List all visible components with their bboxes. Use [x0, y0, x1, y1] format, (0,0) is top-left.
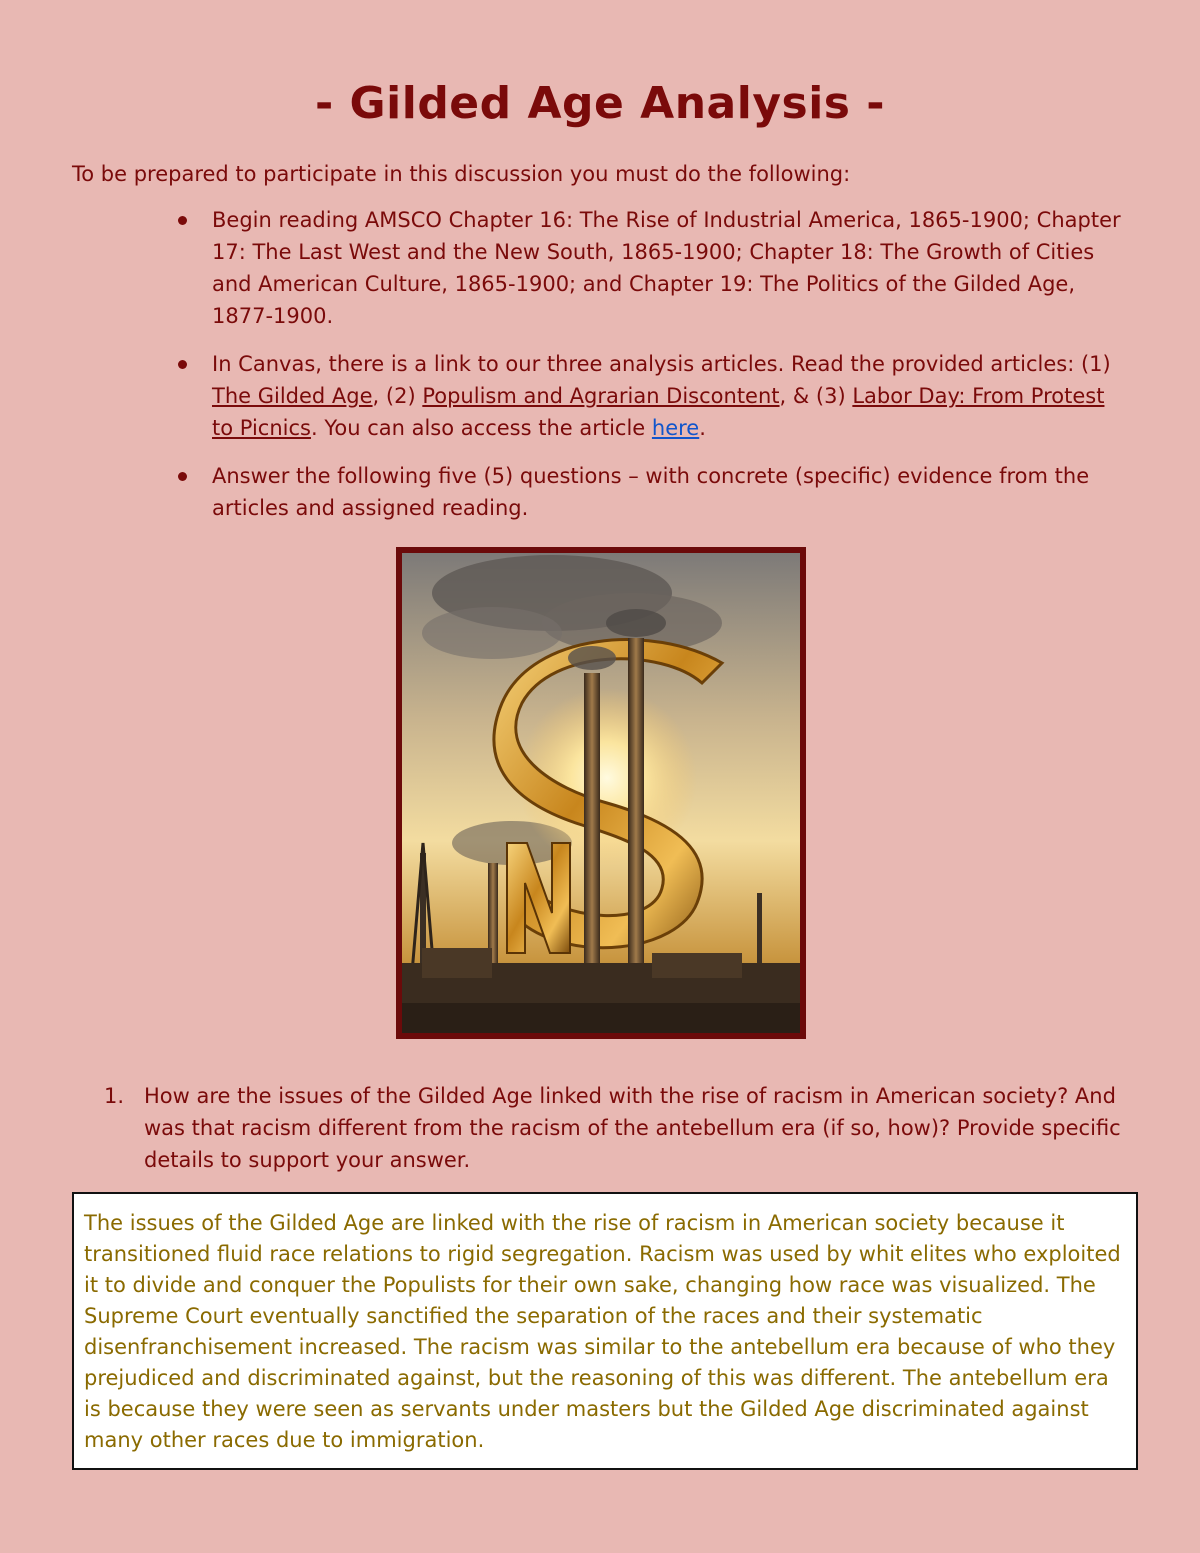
bullet-icon: [178, 360, 187, 369]
article-link-populism[interactable]: Populism and Agrarian Discontent: [422, 384, 780, 408]
task-list: [172, 204, 1132, 540]
list-item: [172, 204, 1132, 332]
articles-mid-text: . You can also access the article: [310, 416, 652, 440]
questions-instruction-text: Answer the following five (5) questions – with concrete (specific) evidence from the articles and assigned reading.: [212, 464, 1090, 520]
articles-lead-text: In Canvas, there is a link to our three analysis articles. Read the provided articles: (1): [212, 352, 1111, 376]
question-1: [104, 1080, 1144, 1176]
here-link[interactable]: here: [651, 416, 700, 440]
list-item: [172, 460, 1132, 524]
articles-end-text: .: [699, 416, 706, 440]
intro-text: To be prepared to participate in this discussion you must do the following:: [72, 162, 851, 186]
bullet-icon: [178, 216, 187, 225]
gilded-age-illustration: [396, 547, 806, 1039]
page-title: - Gilded Age Analysis -: [314, 78, 886, 129]
question-number: 1.: [104, 1084, 125, 1108]
article-link-gilded-age[interactable]: The Gilded Age: [212, 384, 373, 408]
articles-separator: , & (3): [779, 384, 853, 408]
bullet-icon: [178, 472, 187, 481]
reading-assignment-text: Begin reading AMSCO Chapter 16: The Rise of Industrial America, 1865-1900; Chapter 17: The Last West and the New South, 1865-1900; Chapter 18: The Growth of Cities and American Culture, 1865-1900; and Chapter 19: The Politics of the Gilded Age, 1877-1900.: [212, 208, 1121, 328]
list-item: [172, 348, 1132, 444]
article-link-labor-day[interactable]: Labor Day: From Protest to Picnics: [212, 384, 1105, 440]
question-text: How are the issues of the Gilded Age linked with the rise of racism in American society? And was that racism different from the racism of the antebellum era (if so, how)? Provide specific details to support your answer.: [144, 1084, 1121, 1172]
answer-1-textbox[interactable]: The issues of the Gilded Age are linked with the rise of racism in American society because it transitioned fluid race relations to rigid segregation. Racism was used by whit elites who exploited it to divide and conquer the Populists for their own sake, changing how race was visualized. The Supreme Court eventually sanctified the separation of the races and their systematic disenfranchisement increased. The racism was similar to the antebellum era because of who they prejudiced and discriminated against, but the reasoning of this was different. The antebellum era is because they were seen as servants under masters but the Gilded Age discriminated against many other races due to immigration.: [72, 1192, 1138, 1470]
dollar-sign-factory-icon: [402, 553, 800, 1033]
articles-separator: , (2): [372, 384, 423, 408]
